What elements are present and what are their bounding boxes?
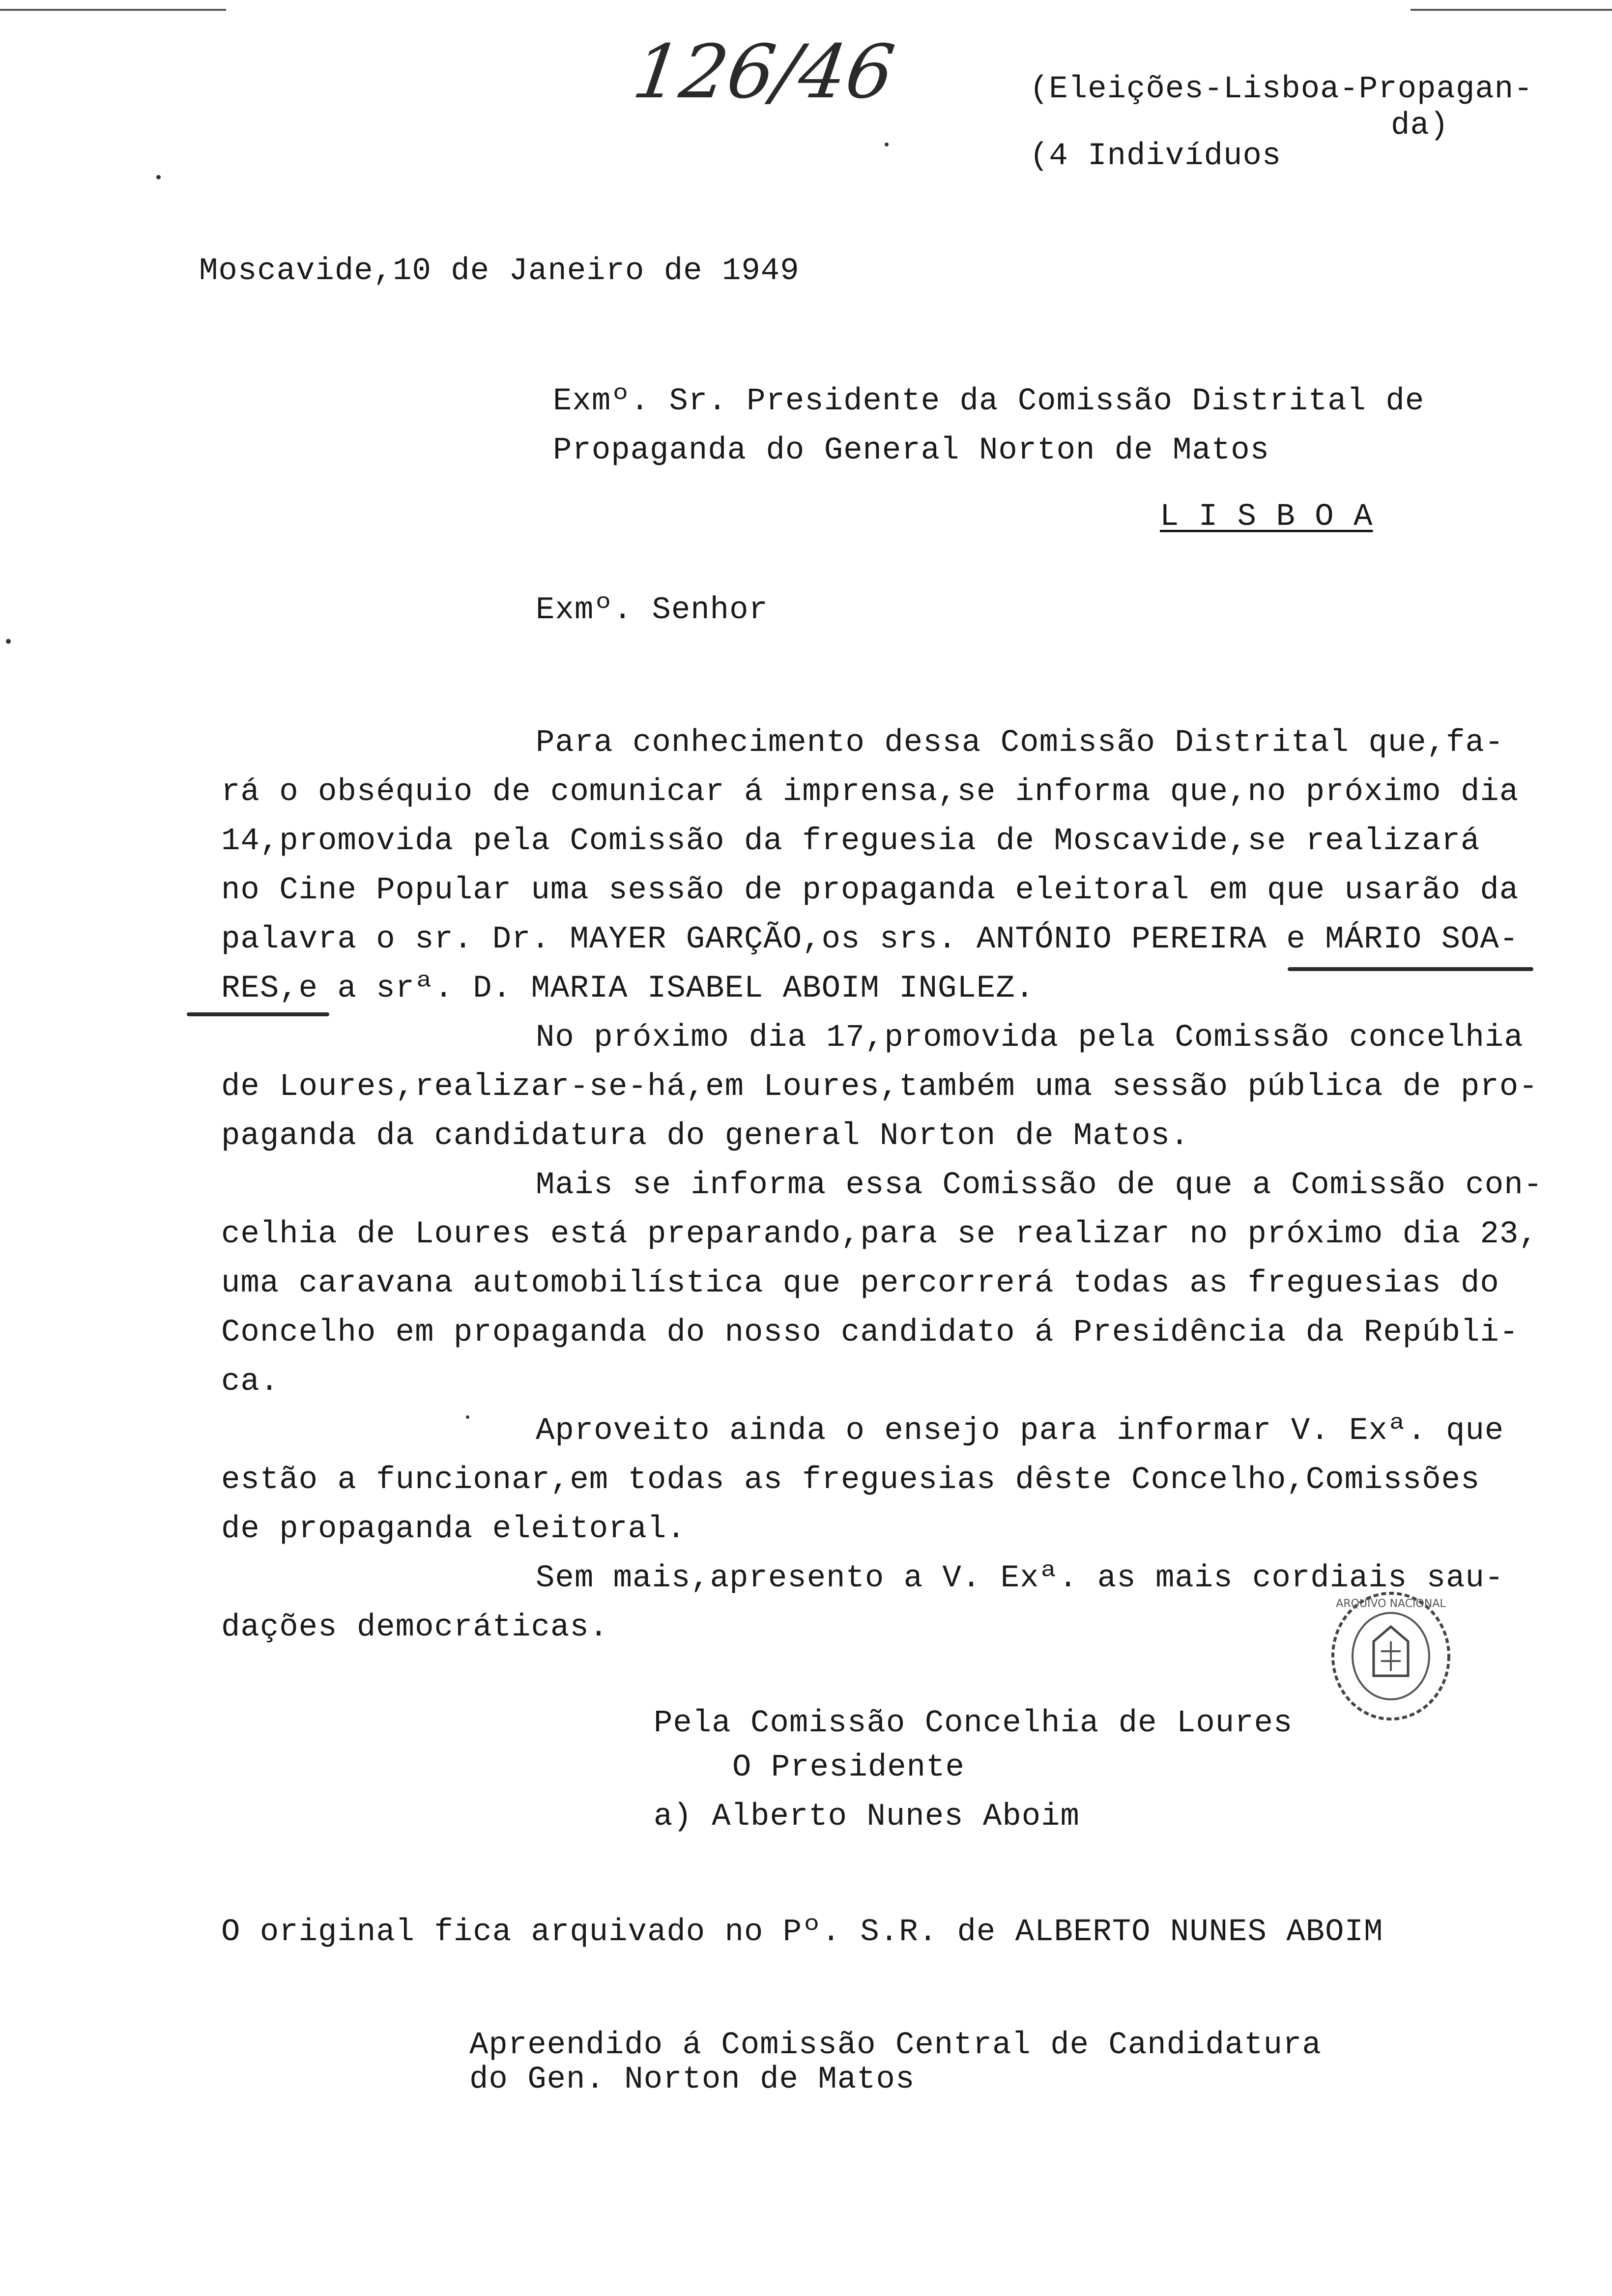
body-line: uma caravana automobilística que percorrerá todas as freguesias do bbox=[221, 1266, 1499, 1301]
addressee-line-1: Exmº. Sr. Presidente da Comissão Distrital de bbox=[553, 384, 1425, 419]
body-line: no Cine Popular uma sessão de propaganda eleitoral em que usarão da bbox=[221, 873, 1519, 908]
addressee-line-2: Propaganda do General Norton de Matos bbox=[553, 433, 1270, 468]
body-line: Aproveito ainda o ensejo para informar V. Exª. que bbox=[536, 1413, 1504, 1449]
body-line: celhia de Loures está preparando,para se realizar no próximo dia 23, bbox=[221, 1217, 1538, 1252]
scan-edge-line bbox=[1410, 9, 1612, 11]
seized-note-line-1: Apreendido á Comissão Central de Candidatura bbox=[469, 2028, 1322, 2063]
scan-speck bbox=[466, 1415, 469, 1419]
scan-edge-line bbox=[0, 9, 226, 11]
body-line: Concelho em propaganda do nosso candidato á Presidência da Repúbli- bbox=[221, 1315, 1519, 1350]
body-line: RES,e a srª. D. MARIA ISABEL ABOIM INGLEZ. bbox=[221, 971, 1035, 1006]
body-line: palavra o sr. Dr. MAYER GARÇÃO,os srs. ANTÓNIO PEREIRA e MÁRIO SOA- bbox=[221, 922, 1519, 957]
pen-underline-mark bbox=[1288, 967, 1533, 971]
body-line: Para conhecimento dessa Comissão Distrital que,fa- bbox=[536, 725, 1504, 761]
seized-note-line-2: do Gen. Norton de Matos bbox=[469, 2062, 915, 2097]
body-line: ca. bbox=[221, 1364, 280, 1400]
body-line: de Loures,realizar-se-há,em Loures,também uma sessão pública de pro- bbox=[221, 1069, 1538, 1105]
scan-speck bbox=[156, 175, 161, 179]
signature-committee: Pela Comissão Concelhia de Loures bbox=[654, 1706, 1293, 1741]
salutation: Exmº. Senhor bbox=[536, 593, 768, 628]
body-line: de propaganda eleitoral. bbox=[221, 1512, 686, 1547]
body-line: 14,promovida pela Comissão da freguesia de Moscavide,se realizará bbox=[221, 824, 1480, 859]
archive-note: O original fica arquivado no Pº. S.R. de ALBERTO NUNES ABOIM bbox=[221, 1915, 1383, 1950]
handwritten-reference: 126/46 bbox=[628, 29, 899, 115]
scan-speck bbox=[6, 639, 11, 644]
subject-tag-continuation: da) bbox=[1391, 108, 1449, 144]
body-line: estão a funcionar,em todas as freguesias dêste Concelho,Comissões bbox=[221, 1463, 1480, 1498]
addressee-city: L I S B O A bbox=[1160, 499, 1373, 535]
individuals-tag: (4 Indivíduos bbox=[1030, 139, 1282, 174]
signature-title: O Presidente bbox=[732, 1750, 965, 1785]
body-line: rá o obséquio de comunicar á imprensa,se informa que,no próximo dia bbox=[221, 775, 1519, 810]
scan-speck bbox=[885, 143, 889, 146]
body-line: No próximo dia 17,promovida pela Comissão concelhia bbox=[536, 1020, 1524, 1056]
pen-underline-mark bbox=[187, 1012, 329, 1016]
subject-tag: (Eleições-Lisboa-Propagan- bbox=[1030, 72, 1533, 107]
body-line: paganda da candidatura do general Norton de Matos. bbox=[221, 1119, 1190, 1154]
body-line: Mais se informa essa Comissão de que a Comissão con- bbox=[536, 1168, 1543, 1203]
seal-text: ARQUIVO NACIONAL bbox=[1336, 1598, 1446, 1610]
body-line: dações democráticas. bbox=[221, 1610, 609, 1645]
signature-name: a) Alberto Nunes Aboim bbox=[654, 1799, 1080, 1835]
archive-seal-stamp bbox=[1327, 1587, 1455, 1725]
body-line: Sem mais,apresento a V. Exª. as mais cordiais sau- bbox=[536, 1561, 1504, 1596]
date-line: Moscavide,10 de Janeiro de 1949 bbox=[199, 254, 800, 289]
